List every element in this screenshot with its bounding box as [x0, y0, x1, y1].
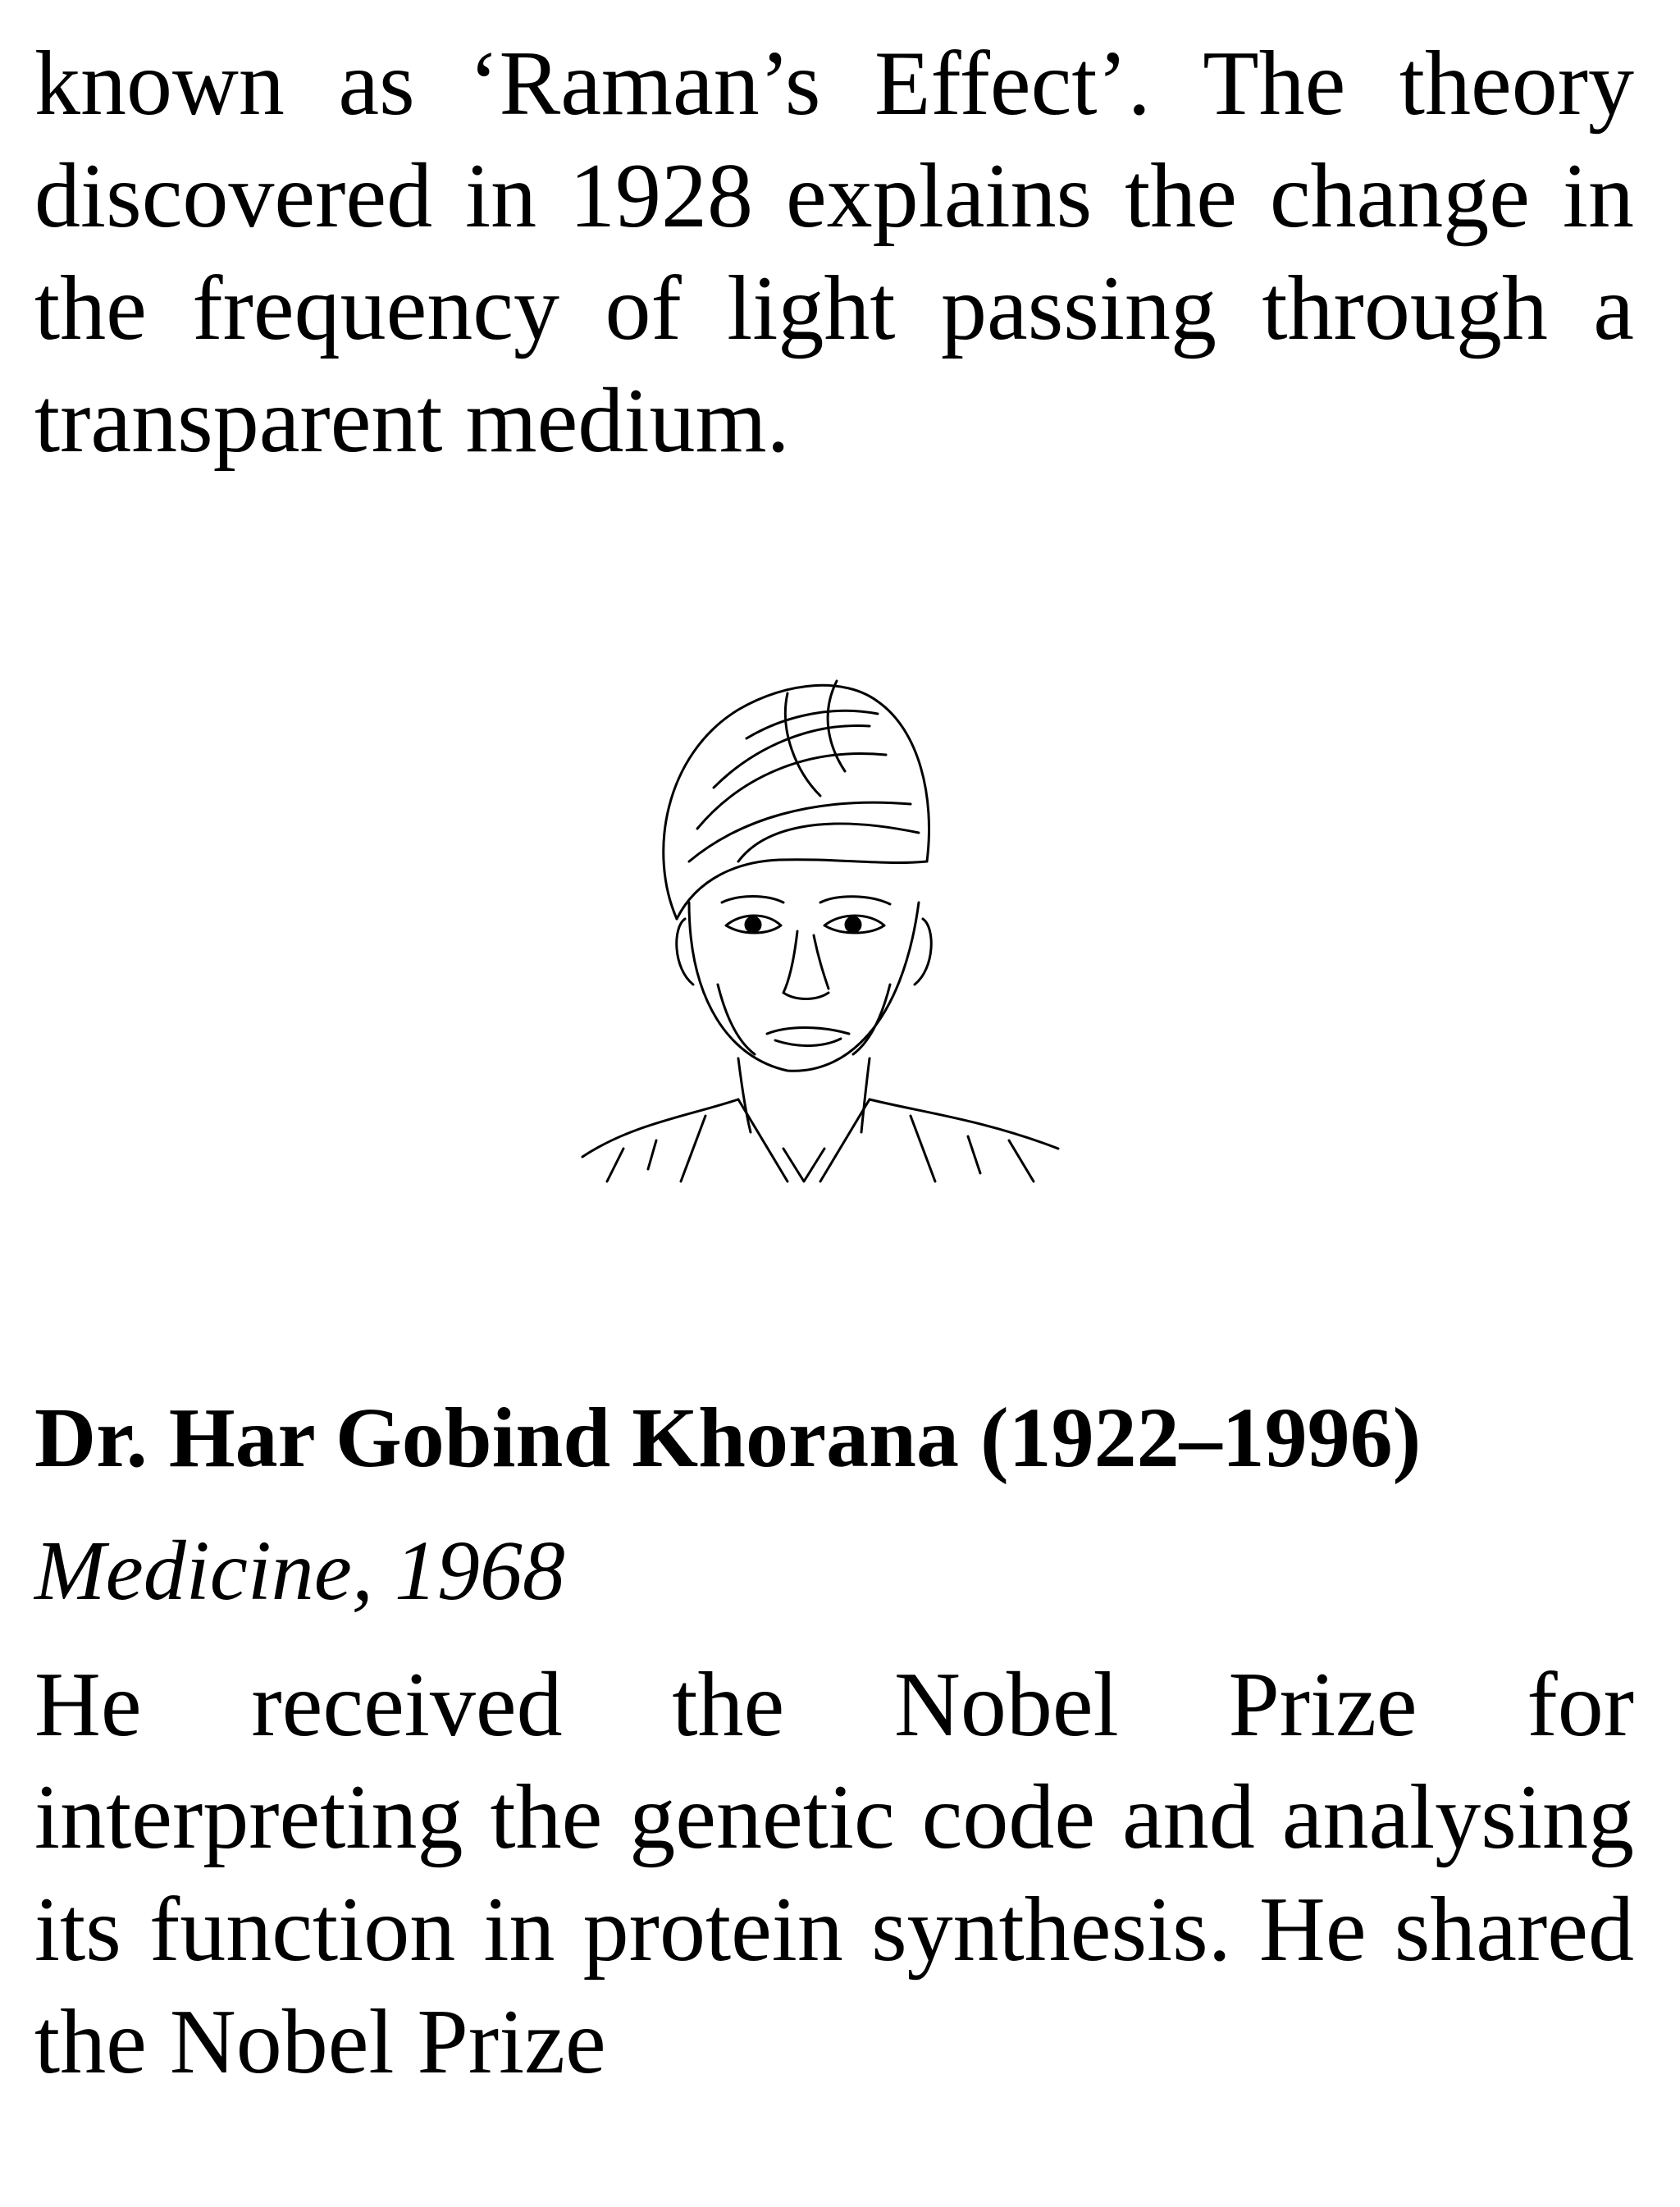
laureate-name-heading: Dr. Har Gobind Khorana (1922–1996)	[34, 1391, 1422, 1485]
laureate-field-year: Medicine, 1968	[34, 1524, 565, 1618]
portrait-sketch-icon	[574, 656, 1066, 1190]
intro-paragraph: known as ‘Raman’s Effect’. The theory discovered in 1928 explains the change in the frequency of light passing through a transparent medium.	[34, 33, 1634, 472]
laureate-description: He received the Nobel Prize for interpreting the genetic code and analysing its function in protein synthesis. He shared the Nobel Prize	[34, 1654, 1634, 2093]
